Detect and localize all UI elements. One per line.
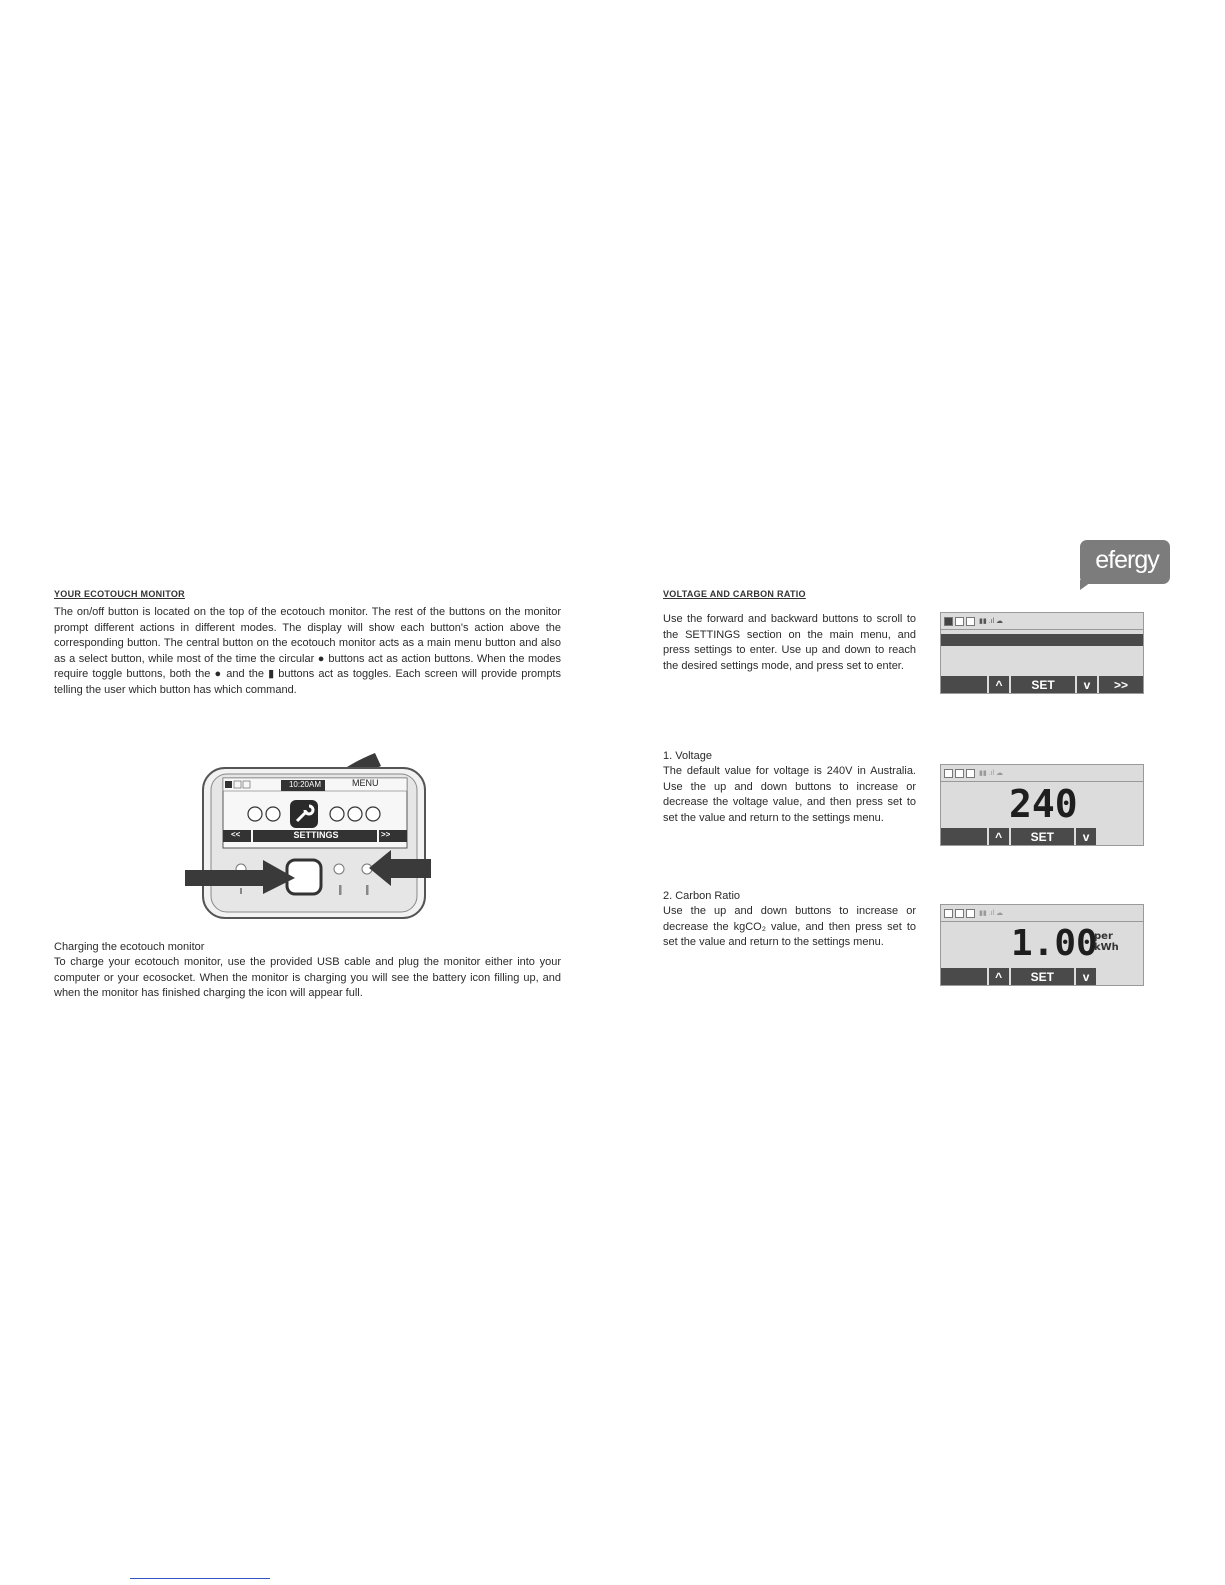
left-intro: The on/off button is located on the top of the ecotouch monitor. The rest of the buttons on the monitor prompt different actions in different modes. The display will show each button's action above the corresponding button. The central button on the ecotouch monitor acts as a main menu button and also as a select button, while most of the time the circular ● buttons act as action buttons. When the modes require toggle buttons, both the ● and the ▮ buttons act as toggles. Each screen will provide prompts telling the user which button has which command. bbox=[54, 606, 561, 696]
down-button[interactable]: v bbox=[1077, 676, 1097, 693]
status-icons: ▮▮ .ıl ☁ bbox=[944, 616, 1003, 626]
up-button[interactable]: ^ bbox=[989, 676, 1009, 693]
set-button[interactable]: SET bbox=[1011, 676, 1075, 693]
carbon-text: Use the up and down buttons to increase or decrease the kgCO₂ value, and then press set to set the value and return to the settings menu. bbox=[663, 905, 916, 948]
up-button[interactable]: ^ bbox=[989, 968, 1009, 985]
device-next: >> bbox=[381, 830, 391, 839]
voltage-text: The default value for voltage is 240V in Australia. Use the up and down buttons to increase or decrease the voltage value, and then press set to set the value and return to the settings menu. bbox=[663, 765, 916, 824]
unit-per: per bbox=[1094, 931, 1113, 942]
monitor-illustration bbox=[183, 718, 443, 928]
blank-button[interactable] bbox=[941, 968, 987, 985]
logo-tail bbox=[1080, 580, 1094, 590]
blank-button[interactable] bbox=[941, 676, 987, 693]
blank-button[interactable] bbox=[941, 828, 987, 845]
voltage-title: 1. Voltage bbox=[663, 750, 712, 762]
device-menu-label: MENU bbox=[352, 778, 379, 788]
left-heading: YOUR ECOTOUCH MONITOR bbox=[54, 589, 185, 599]
up-button[interactable]: ^ bbox=[989, 828, 1009, 845]
logo-text: efergy bbox=[1095, 546, 1159, 574]
device-settings-label: SETTINGS bbox=[293, 830, 339, 840]
down-button[interactable]: v bbox=[1076, 968, 1096, 985]
voltage-screen bbox=[940, 764, 1144, 846]
status-icons: ▮▮ .ıl ☁ bbox=[944, 908, 1003, 918]
right-intro: Use the forward and backward buttons to scroll to the SETTINGS section on the main menu, and press settings to enter. Use up and down to reach the desired settings mode, and press set to enter. bbox=[663, 613, 916, 672]
device-time: 10:20AM bbox=[288, 780, 322, 789]
carbon-screen bbox=[940, 904, 1144, 986]
charging-title: Charging the ecotouch monitor bbox=[54, 941, 205, 953]
unit-kwh: kWh bbox=[1094, 942, 1119, 953]
carbon-value: 1.00 bbox=[1011, 923, 1098, 964]
next-button[interactable]: >> bbox=[1099, 676, 1143, 693]
down-button[interactable]: v bbox=[1076, 828, 1096, 845]
carbon-title: 2. Carbon Ratio bbox=[663, 890, 741, 902]
charging-text: To charge your ecotouch monitor, use the provided USB cable and plug the monitor either into your computer or your ecosocket. When the monitor is charging you will see the battery icon filling up, and when the monitor has finished charging the icon will appear full. bbox=[54, 956, 561, 999]
set-button[interactable]: SET bbox=[1011, 828, 1075, 845]
footer-link-line bbox=[130, 1578, 270, 1579]
selected-row-bar bbox=[941, 634, 1143, 646]
voltage-value: 240 bbox=[1009, 782, 1078, 826]
status-icons: ▮▮ .ıl ☁ bbox=[944, 768, 1003, 778]
set-button[interactable]: SET bbox=[1011, 968, 1075, 985]
right-heading: VOLTAGE AND CARBON RATIO bbox=[663, 589, 806, 599]
settings-menu-screen bbox=[940, 612, 1144, 694]
device-prev: << bbox=[231, 830, 241, 839]
